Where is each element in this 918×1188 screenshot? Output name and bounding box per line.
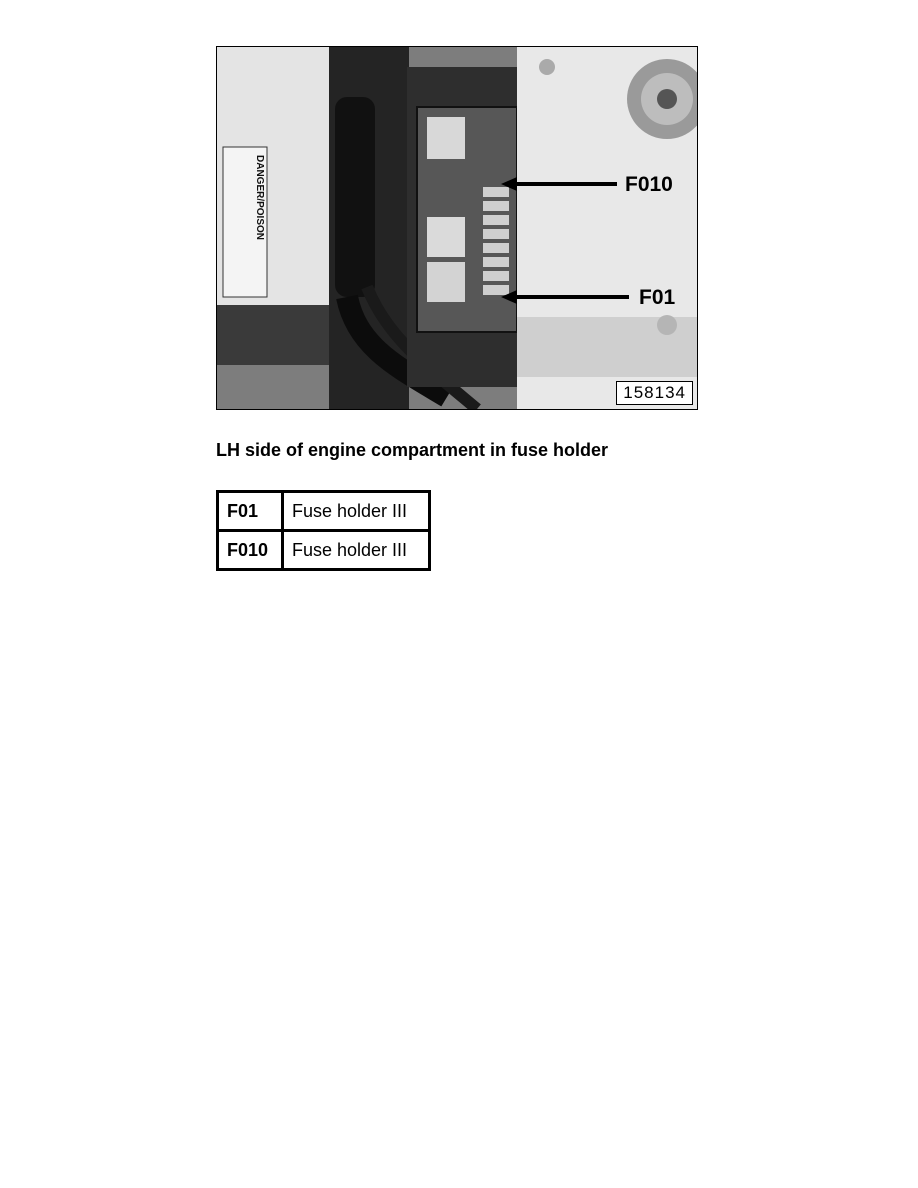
figure-number: 158134	[616, 381, 693, 405]
fuse-id: F010	[218, 531, 283, 570]
fuse-table	[216, 490, 431, 571]
fuse-id: F01	[218, 492, 283, 531]
callout-label-f01: F01	[639, 286, 676, 309]
photo-illustration	[217, 47, 697, 409]
table-row	[218, 531, 430, 570]
callout-label-f010: F010	[625, 173, 673, 196]
table-row	[218, 492, 430, 531]
engine-compartment-photo	[216, 46, 698, 410]
fuse-description: Fuse holder III	[283, 492, 430, 531]
figure-caption: LH side of engine compartment in fuse holder	[216, 440, 609, 460]
fuse-description: Fuse holder III	[283, 531, 430, 570]
battery-warning-label: DANGER/POISON	[254, 155, 265, 241]
